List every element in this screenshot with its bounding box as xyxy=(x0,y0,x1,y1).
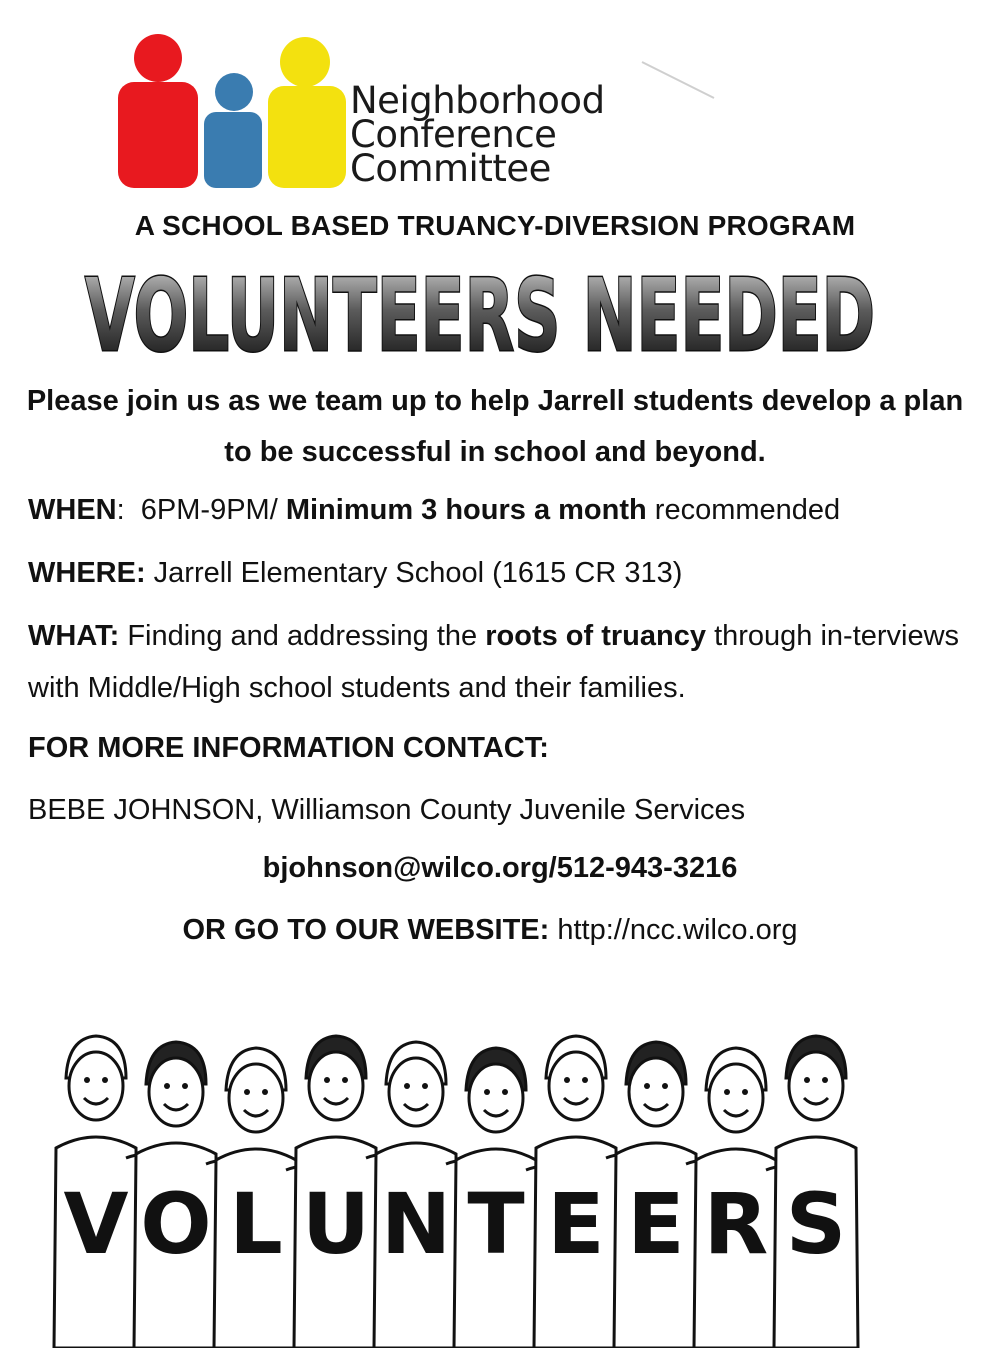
decorative-stroke xyxy=(640,56,720,106)
shirt-letter: T xyxy=(467,1175,525,1273)
contact-heading-text: FOR MORE INFORMATION CONTACT: xyxy=(28,732,549,764)
website-label: OR GO TO OUR WEBSITE: xyxy=(182,914,550,946)
org-name-line-3: Committee xyxy=(350,147,551,190)
shirt-letter: E xyxy=(547,1175,605,1273)
what-paragraph xyxy=(28,610,968,714)
shirt-letter: V xyxy=(63,1175,129,1273)
org-name-line-2: Conference xyxy=(350,113,557,156)
contact-person: BEBE JOHNSON, Williamson County Juvenile Services xyxy=(28,794,746,826)
shirt-letter: S xyxy=(785,1175,847,1273)
shirt-letter: R xyxy=(703,1175,769,1273)
logo-figures xyxy=(110,30,350,192)
when-emphasis: Minimum 3 hours a month xyxy=(285,494,647,526)
org-name-line-1: Neighborhood xyxy=(350,79,605,122)
what-label: WHAT: xyxy=(28,620,120,652)
website-line xyxy=(0,914,990,947)
contact-email-phone xyxy=(0,852,1000,885)
program-subtitle: A SCHOOL BASED TRUANCY-DIVERSION PROGRAM xyxy=(134,210,856,241)
website-url: http://ncc.wilco.org xyxy=(557,914,798,946)
when-line: WHEN: 6PM-9PM/ Minimum 3 hours a month recommended xyxy=(28,494,841,526)
red-figure-icon xyxy=(118,34,198,188)
shirt-letter: E xyxy=(627,1175,685,1273)
when-label: WHEN xyxy=(28,494,117,526)
organization-name xyxy=(350,79,605,190)
when-time: 6PM-9PM/ xyxy=(140,494,278,526)
email-phone-text: bjohnson@wilco.org/512-943-3216 xyxy=(262,852,738,884)
contact-heading xyxy=(28,722,549,774)
what-emphasis: roots of truancy xyxy=(485,620,706,652)
where-line xyxy=(28,547,682,599)
yellow-figure-icon xyxy=(268,37,346,188)
volunteers-illustration xyxy=(48,1008,888,1348)
shirt-letter: O xyxy=(140,1175,212,1273)
headline xyxy=(80,262,880,362)
where-value: Jarrell Elementary School (1615 CR 313) xyxy=(153,557,683,589)
shirt-letter: U xyxy=(301,1175,371,1273)
what-after: through in-terviews with Middle/High school students and their families. xyxy=(28,620,960,704)
blue-figure-icon xyxy=(204,73,262,188)
what-before: Finding and addressing the xyxy=(127,620,478,652)
shirt-letter: N xyxy=(380,1175,452,1273)
when-suffix: recommended xyxy=(654,494,841,526)
lead-paragraph: Please join us as we team up to help Jarrell students develop a plan to be successful in school and beyond. xyxy=(26,385,964,468)
shirt-letter: L xyxy=(229,1175,283,1273)
where-label: WHERE: xyxy=(28,557,146,589)
headline-text: VOLUNTEERS NEEDED xyxy=(85,262,875,362)
